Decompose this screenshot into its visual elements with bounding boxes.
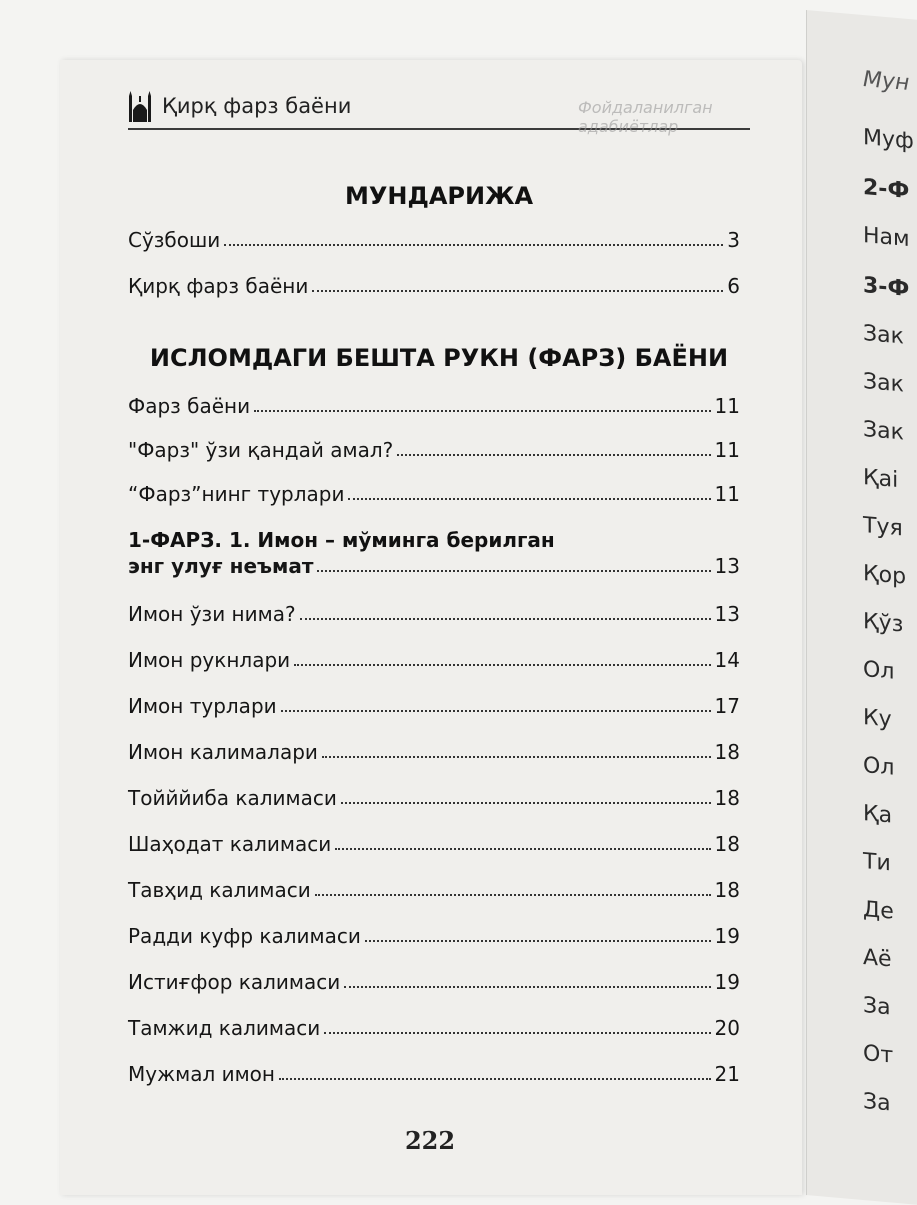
toc-entry-page: 11 bbox=[714, 482, 740, 506]
toc-entry-label: Мужмал имон bbox=[128, 1062, 275, 1086]
facing-page-line: Қа bbox=[863, 800, 893, 829]
dot-leader bbox=[317, 570, 710, 572]
toc-entry-page: 17 bbox=[714, 694, 740, 718]
toc-entry-page: 19 bbox=[714, 924, 740, 948]
toc-entry-page: 21 bbox=[714, 1062, 740, 1086]
dot-leader bbox=[335, 848, 710, 850]
toc-entry-label: Тамжид калимаси bbox=[128, 1016, 321, 1040]
toc-entry-page: 11 bbox=[714, 438, 740, 462]
toc-entry[interactable] bbox=[128, 780, 740, 810]
toc-entry[interactable] bbox=[128, 872, 740, 902]
facing-page-line: От bbox=[863, 1040, 894, 1069]
toc-entry-label: Имон ўзи нима? bbox=[128, 602, 296, 626]
dot-leader bbox=[279, 1078, 711, 1080]
toc-entry[interactable] bbox=[128, 826, 740, 856]
facing-page-line: Ти bbox=[863, 848, 891, 877]
dot-leader bbox=[397, 454, 710, 456]
toc-entry[interactable] bbox=[128, 642, 740, 672]
facing-page-line: Қаі bbox=[863, 464, 899, 494]
toc-entry-label: "Фарз" ўзи қандай амал? bbox=[128, 438, 394, 462]
toc-entry[interactable] bbox=[128, 596, 740, 626]
facing-page bbox=[806, 10, 917, 1205]
toc-entry-page: 13 bbox=[714, 602, 740, 626]
dot-leader bbox=[348, 498, 710, 500]
dot-leader bbox=[281, 710, 711, 712]
facing-page-line: Туя bbox=[863, 512, 903, 542]
facing-page-line: Зак bbox=[863, 368, 904, 398]
dot-leader bbox=[341, 802, 711, 804]
facing-page-header: Мун bbox=[863, 66, 910, 97]
toc-entry[interactable] bbox=[128, 688, 740, 718]
toc-entry-page: 3 bbox=[727, 228, 740, 252]
dot-leader bbox=[322, 756, 711, 758]
facing-page-line: Муф bbox=[863, 124, 914, 155]
toc-entry-label: Имон турлари bbox=[128, 694, 277, 718]
facing-page-line: Де bbox=[863, 896, 894, 925]
header-title: Қирқ фарз баёни bbox=[162, 94, 352, 118]
toc-entry-page: 18 bbox=[714, 832, 740, 856]
facing-page-line: Зак bbox=[863, 320, 904, 350]
facing-page-line: Нам bbox=[863, 222, 910, 253]
toc-entry-page: 11 bbox=[714, 394, 740, 418]
dot-leader bbox=[254, 410, 710, 412]
dot-leader bbox=[294, 664, 710, 666]
toc-entry[interactable] bbox=[128, 734, 740, 764]
section-heading: ИСЛОМДАГИ БЕШТА РУКН (ФАРЗ) БАЁНИ bbox=[149, 344, 729, 372]
toc-heading: МУНДАРИЖА bbox=[344, 182, 534, 210]
toc-entry-page: 18 bbox=[714, 878, 740, 902]
toc-entry-page: 20 bbox=[714, 1016, 740, 1040]
toc-entry-page: 13 bbox=[714, 554, 740, 578]
toc-entry-page: 18 bbox=[714, 740, 740, 764]
toc-entry[interactable] bbox=[128, 388, 740, 418]
dot-leader bbox=[344, 986, 710, 988]
toc-entry-label: Қирқ фарз баёни bbox=[128, 274, 309, 298]
facing-page-line: За bbox=[863, 1088, 891, 1117]
facing-page-line: Аё bbox=[863, 944, 892, 973]
facing-page-line: 2-Ф bbox=[863, 174, 910, 205]
toc-entry-label: Тойййиба калимаси bbox=[128, 786, 337, 810]
facing-page-line: Ол bbox=[863, 656, 895, 685]
toc-entry[interactable] bbox=[128, 964, 740, 994]
toc-entry-label: Фарз баёни bbox=[128, 394, 251, 418]
toc-entry-label: Сўзбоши bbox=[128, 228, 221, 252]
dot-leader bbox=[324, 1032, 710, 1034]
toc-entry[interactable] bbox=[128, 918, 740, 948]
toc-entry-label: Имон рукнлари bbox=[128, 648, 291, 672]
toc-entry-bold[interactable] bbox=[128, 548, 740, 578]
dot-leader bbox=[224, 244, 723, 246]
toc-entry-bold-line1[interactable]: 1-ФАРЗ. 1. Имон – мўминга берилган bbox=[128, 528, 555, 552]
toc-entry[interactable] bbox=[128, 268, 740, 298]
toc-entry-page: 14 bbox=[714, 648, 740, 672]
bleed-through-header: Фойдаланилган адабиётлар bbox=[578, 98, 713, 136]
toc-entry-label: энг улуғ неъмат bbox=[128, 554, 314, 578]
page-number: 222 bbox=[404, 1126, 456, 1155]
toc-entry[interactable] bbox=[128, 1010, 740, 1040]
toc-entry[interactable] bbox=[128, 222, 740, 252]
toc-entry[interactable] bbox=[128, 432, 740, 462]
dot-leader bbox=[315, 894, 711, 896]
facing-page-line: Зак bbox=[863, 416, 904, 446]
facing-page-line: Қўз bbox=[863, 608, 904, 638]
dot-leader bbox=[365, 940, 711, 942]
toc-entry-label: Тавҳид калимаси bbox=[128, 878, 311, 902]
dot-leader bbox=[312, 290, 723, 292]
facing-page-line: За bbox=[863, 992, 891, 1021]
facing-page-line: Қор bbox=[863, 560, 907, 590]
toc-entry-label: Шаҳодат калимаси bbox=[128, 832, 332, 856]
toc-entry-page: 6 bbox=[727, 274, 740, 298]
toc-entry[interactable] bbox=[128, 476, 740, 506]
toc-entry-label: Радди куфр калимаси bbox=[128, 924, 361, 948]
toc-entry-label: Истиғфор калимаси bbox=[128, 970, 341, 994]
toc-entry-label: Имон калималари bbox=[128, 740, 318, 764]
running-header bbox=[128, 88, 750, 136]
facing-page-line: 3-Ф bbox=[863, 272, 910, 303]
toc-entry[interactable] bbox=[128, 1056, 740, 1086]
toc-entry-page: 18 bbox=[714, 786, 740, 810]
mosque-icon bbox=[128, 90, 152, 122]
facing-page-line: Ол bbox=[863, 752, 895, 781]
facing-page-line: Ку bbox=[863, 704, 892, 733]
dot-leader bbox=[300, 618, 711, 620]
toc-entry-label: “Фарз”нинг турлари bbox=[128, 482, 345, 506]
toc-entry-page: 19 bbox=[714, 970, 740, 994]
